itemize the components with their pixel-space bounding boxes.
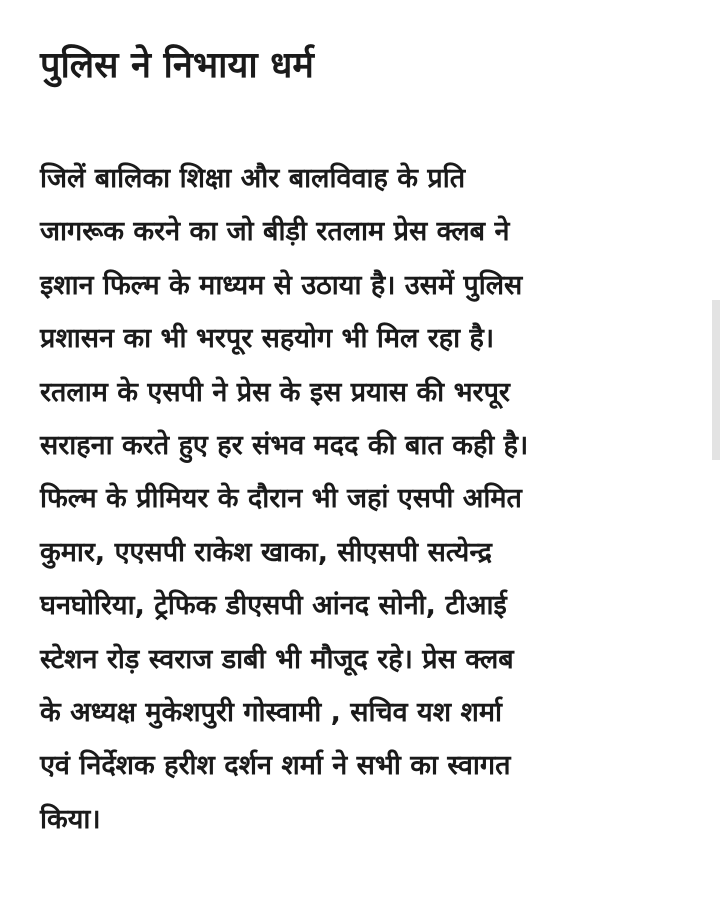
body-line: जिलें बालिका शिक्षा और बालविवाह के प्रति xyxy=(40,163,466,194)
body-line: स्टेशन रोड़ स्वराज डाबी भी मौजूद रहे। प्रेस क्लब xyxy=(40,643,514,675)
body-line: इशान फिल्म के माध्यम से उठाया है। उसमें पुलिस xyxy=(40,269,523,301)
body-line: एवं निर्देशक हरीश दर्शन शर्मा ने सभी का स्वागत xyxy=(40,750,511,782)
body-line: प्रशासन का भी भरपूर सहयोग भी मिल रहा है। xyxy=(40,323,495,355)
body-line: फिल्म के प्रीमियर के दौरान भी जहां एसपी अमित xyxy=(40,483,522,515)
article-headline: पुलिस ने निभाया धर्म xyxy=(40,45,314,86)
body-line: के अध्यक्ष मुकेशपुरी गोस्वामी , सचिव यश शर्मा xyxy=(40,697,502,729)
body-line: रतलाम के एसपी ने प्रेस के इस प्रयास की भरपूर xyxy=(40,376,510,408)
article xyxy=(40,0,680,846)
article-body xyxy=(40,152,680,846)
body-line: सराहना करते हुए हर संभव मदद की बात कही है। xyxy=(40,430,529,462)
body-line: घनघोरिया, ट्रेफिक डीएसपी आंनद सोनी, टीआई xyxy=(40,590,507,622)
body-line: जागरूक करने का जो बीड़ी रतलाम प्रेस क्लब ने xyxy=(40,216,510,248)
body-line: किया। xyxy=(40,803,101,835)
scrollbar[interactable] xyxy=(712,300,720,460)
body-line: कुमार, एएसपी राकेश खाका, सीएसपी सत्येन्द्र xyxy=(40,536,492,568)
